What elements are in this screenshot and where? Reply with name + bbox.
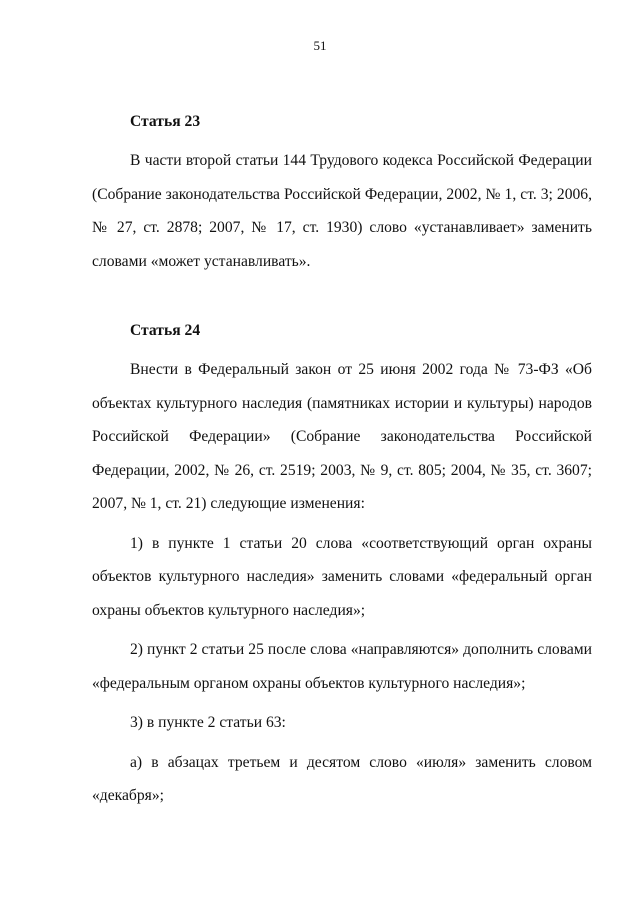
article-24-heading: Статья 24 — [130, 322, 201, 339]
article-24-item-3a: а) в абзацах третьем и десятом слово «июля» заменить словом «декабря»; — [92, 753, 592, 804]
article-24-item-2: 2) пункт 2 статьи 25 после слова «направляются» дополнить словами «федеральным органом охраны объектов культурного наследия»; — [92, 641, 592, 692]
article-23-text: В части второй статьи 144 Трудового кодекса Российской Федерации (Собрание законодательства Российской Федерации, 2002, № 1, ст. 3; 2006, № 27, ст. 2878; 2007, № 17, ст. 1930) слово «устанавливает» заменить словами «может устанавливать». — [92, 152, 592, 270]
article-24-intro: Внести в Федеральный закон от 25 июня 2002 года № 73-ФЗ «Об объектах культурного наследия (памятниках истории и культуры) народов Российской Федерации» (Собрание законодательства Российской Федерации, 2002, № 26, ст. 2519; 2003, № 9, ст. 805; 2004, № 35, ст. 3607; 2007, № 1, ст. 21) следующие изменения: — [92, 361, 592, 512]
article-24-item-1: 1) в пункте 1 статьи 20 слова «соответствующий орган охраны объектов культурного наследия» заменить словами «федеральный орган охраны объектов культурного наследия»; — [92, 534, 592, 619]
page-number: 51 — [313, 38, 327, 53]
article-23-heading: Статья 23 — [130, 113, 201, 130]
document-body — [92, 112, 592, 813]
article-24-item-3: 3) в пункте 2 статьи 63: — [130, 714, 286, 731]
